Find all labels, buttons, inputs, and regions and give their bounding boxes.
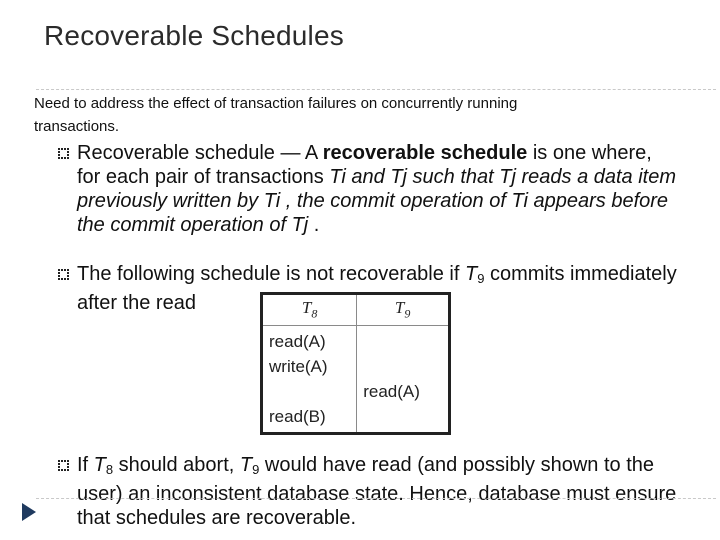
table-header-row: [262, 294, 450, 326]
t8-ops: [262, 326, 357, 434]
op-write-a: write(A): [269, 357, 328, 376]
dash: — A: [274, 142, 323, 164]
t9: T: [239, 454, 253, 476]
bullet-abort-consequence: [58, 453, 678, 530]
op-empty: [269, 379, 350, 404]
bullet-icon: [58, 148, 69, 159]
ti-2: Ti: [263, 190, 281, 212]
text-if: If: [77, 454, 94, 476]
bullet-text: [77, 141, 678, 237]
t8-subscript: 8: [105, 462, 114, 477]
intro-text: Need to address the effect of transaction failures on concurrently running transactions.: [34, 95, 518, 135]
bullet-row: [58, 141, 678, 237]
header-t8: $T_8$: [262, 294, 357, 326]
t9-ops: [357, 326, 450, 434]
bullet-recoverable-definition: [58, 141, 678, 237]
bullet-row: [58, 453, 678, 530]
text-after: commits immediately after the read: [77, 263, 677, 314]
term: Recoverable schedule: [77, 142, 275, 164]
op-read-b: read(B): [269, 407, 326, 426]
definition-italic-2: , the commit operation of Ti appears before the commit operation of: [77, 190, 669, 236]
ti: Ti: [329, 166, 346, 188]
bullet-text: [77, 453, 678, 530]
period: .: [308, 214, 320, 236]
slide-arrow-icon: [22, 503, 36, 521]
op-empty: [363, 329, 442, 354]
text-mid: should abort,: [113, 454, 240, 476]
title-divider: [36, 89, 716, 90]
t9-subscript: 9: [477, 271, 485, 286]
tj: Tj: [291, 214, 309, 236]
definition-italic: and Tj such that Tj reads a data item previously written by: [77, 166, 677, 212]
slide-title: Recoverable Schedules: [44, 20, 344, 51]
op-read-a: read(A): [363, 382, 420, 401]
header-t9: $T_9$: [357, 294, 450, 326]
op-empty: [363, 354, 442, 379]
op-read-a: read(A): [269, 332, 326, 351]
table-row: [262, 326, 450, 434]
text-before: The following schedule is not recoverable if: [77, 263, 465, 285]
text-rest: would have read (and possibly shown to the user) an inconsistent database state. Hence, database must ensure that schedules are recoverable.: [77, 454, 677, 529]
term-bold: recoverable schedule: [322, 142, 528, 164]
schedule-table: [260, 292, 451, 435]
bullet-icon: [58, 269, 69, 280]
definition: is one where, for each pair of transactions: [77, 142, 652, 188]
t9-subscript: 9: [252, 462, 260, 477]
bullet-icon: [58, 460, 69, 471]
t9: T: [465, 263, 478, 285]
t8: T: [93, 454, 106, 476]
op-empty: [363, 404, 442, 429]
footer-divider: [36, 498, 716, 499]
